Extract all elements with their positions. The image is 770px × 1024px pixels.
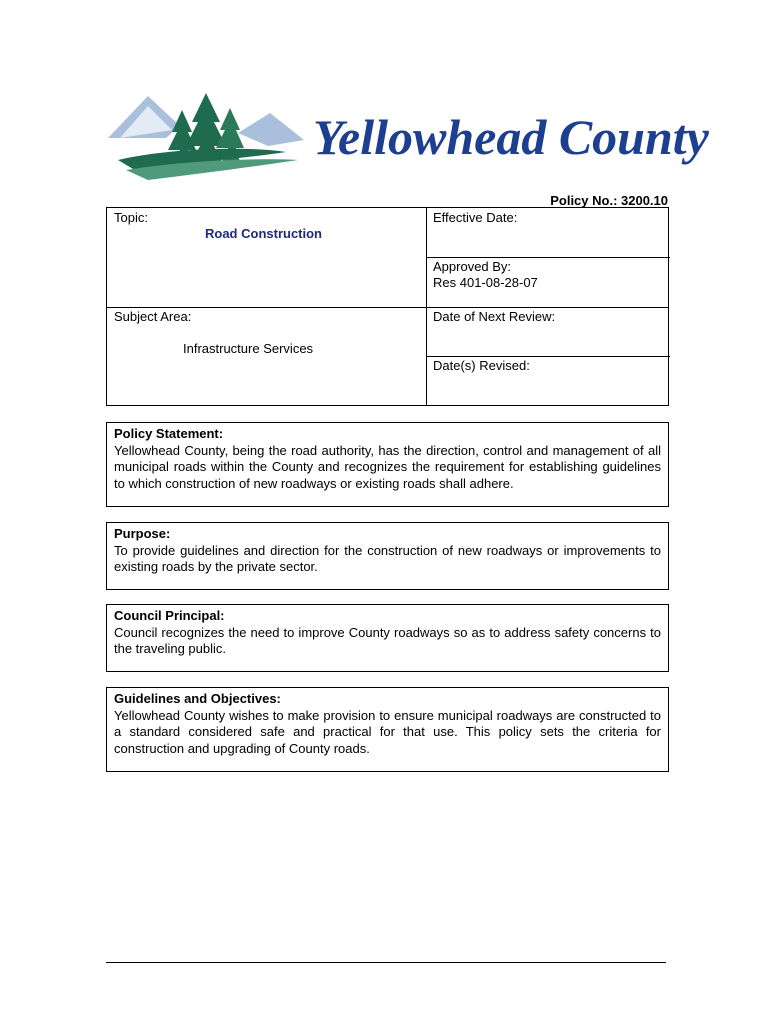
county-logo [108,88,709,188]
council-principal-section [106,604,669,672]
section-title: Council Principal: [114,608,225,623]
revised-label: Date(s) Revised: [433,358,530,373]
policy-info-table [106,207,669,406]
section-title: Guidelines and Objectives: [114,691,281,706]
section-title: Purpose: [114,526,171,541]
section-body: Council recognizes the need to improve County roadways so as to address safety concerns to the traveling public. [114,624,661,656]
policy-statement-section [106,422,669,507]
guidelines-section [106,687,669,772]
mountain-right-icon [238,113,304,146]
subject-area-label: Subject Area: [114,309,192,324]
section-title: Policy Statement: [114,426,224,441]
section-body: To provide guidelines and direction for the construction of new roadways or improvements to existing roads by the private sector. [114,542,661,574]
footer-divider [106,962,666,963]
policy-number: Policy No.: 3200.10 [550,193,668,208]
approved-by-value: Res 401-08-28-07 [433,275,538,290]
logo-text: Yellowhead County [313,109,709,165]
next-review-label: Date of Next Review: [433,309,556,324]
purpose-section [106,522,669,590]
section-body: Yellowhead County wishes to make provision to ensure municipal roadways are constructed to a standard considered safe and practical for that use. This policy sets the criteria for construction and upgrading of County roads. [114,707,661,756]
subject-area-value: Infrastructure Services [183,341,314,356]
section-body: Yellowhead County, being the road authority, has the direction, control and management of all municipal roads within the County and recognizes the requirement for establishing guidelines to which construction of new roadways or existing roads shall adhere. [114,442,661,491]
topic-label: Topic: [114,210,148,225]
approved-by-label: Approved By: [433,259,512,274]
topic-value: Road Construction [205,226,322,241]
effective-date-label: Effective Date: [433,210,518,225]
